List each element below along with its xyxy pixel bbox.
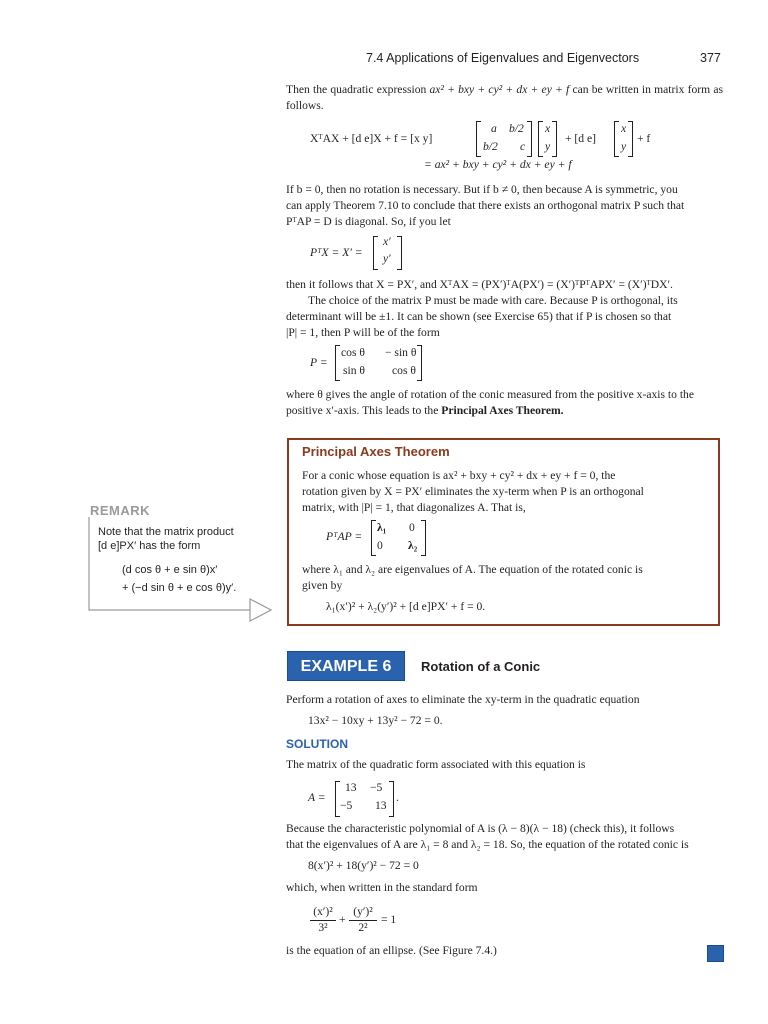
solution-a-right-bracket	[389, 781, 394, 817]
eq2-v2: y′	[383, 252, 391, 265]
fraction2-denominator: 2²	[358, 921, 368, 934]
fraction2-numerator: (y′)²	[353, 905, 373, 918]
eq1-plus-f: + f	[637, 132, 651, 145]
solution-label: SOLUTION	[286, 737, 348, 751]
solution-a22: 13	[375, 799, 387, 812]
fraction1-denominator: 3²	[318, 921, 328, 934]
solution-line5: is the equation of an ellipse. (See Figure 7.4.)	[286, 944, 497, 957]
theorem-d11: λ₁	[377, 521, 387, 534]
intro-text-a: Then the quadratic expression	[286, 83, 430, 96]
solution-paragraph-2	[286, 821, 723, 853]
eq3-lhs: P =	[310, 356, 328, 369]
theorem-final-eq: λ₁(x′)² + λ₂(y′)² + [d e]PX′ + f = 0.	[326, 600, 486, 613]
eq1-m-c: c	[520, 140, 526, 153]
paragraph-3	[286, 277, 723, 341]
p3-line1: then it follows that X = PX′, and XᵀAX = (PX′)ᵀA(PX′) = (X′)ᵀPᵀAPX′ = (X′)ᵀDX′.	[286, 278, 673, 291]
eq2-lhs: PᵀX = X′ =	[310, 246, 363, 259]
solution-a21: −5	[340, 799, 353, 812]
eq1-v2-y: y	[621, 140, 627, 153]
theorem-title: Principal Axes Theorem	[302, 444, 450, 459]
p3-line4: |P| = 1, then P will be of the form	[286, 326, 440, 339]
eq1-matrix-left-bracket	[476, 121, 481, 157]
theorem-d12: 0	[409, 521, 415, 534]
solution-a-lhs: A =	[308, 791, 326, 804]
eq2-right-bracket	[397, 236, 402, 270]
end-of-solution-square	[707, 945, 724, 962]
eq3-right-bracket	[417, 345, 422, 381]
fraction-equals-one: = 1	[381, 913, 397, 926]
eq3-a22: cos θ	[392, 364, 416, 377]
intro-expression: ax² + bxy + cy² + dx + ey + f	[429, 83, 570, 96]
solution-a11: 13	[345, 781, 357, 794]
theorem-eq-right-bracket	[421, 520, 426, 556]
remark-line3: (d cos θ + e sin θ)x′	[122, 564, 218, 576]
example-label: EXAMPLE 6	[287, 651, 405, 681]
remark-title: REMARK	[90, 503, 151, 518]
eq2-left-bracket	[373, 236, 378, 270]
eq2-v1: x′	[383, 235, 391, 248]
remark-bracket-arrow	[88, 517, 273, 622]
theorem-eq-lhs: PᵀAP =	[326, 530, 363, 543]
eq1-line2: = ax² + bxy + cy² + dx + ey + f	[424, 158, 572, 171]
example-equation: 13x² − 10xy + 13y² − 72 = 0.	[308, 714, 443, 727]
solution-line2: Because the characteristic polynomial of A is (λ − 8)(λ − 18) (check this), it follows	[286, 822, 675, 835]
eq3-a11: cos θ	[341, 346, 365, 359]
solution-a-period: .	[396, 791, 399, 804]
solution-rotated-eq: 8(x′)² + 18(y′)² − 72 = 0	[308, 859, 419, 872]
solution-line4: which, when written in the standard form	[286, 881, 478, 894]
solution-line3: that the eigenvalues of A are λ₁ = 8 and λ₂ = 18. So, the equation of the rotated conic is	[286, 838, 689, 851]
eq1-v-x: x	[545, 122, 551, 135]
eq1-m-b2b: b/2	[483, 140, 498, 153]
fraction1-numerator: (x′)²	[313, 905, 333, 918]
theorem-body	[302, 468, 706, 516]
eq1-v2-x: x	[621, 122, 627, 135]
remark-line2: [d e]PX′ has the form	[98, 540, 201, 552]
eq1-plus-de: + [d e]	[565, 132, 596, 145]
example-title: Rotation of a Conic	[421, 659, 541, 674]
paragraph-4	[286, 387, 723, 419]
theorem-line4: where λ₁ and λ₂ are eigenvalues of A. The equation of the rotated conic is	[302, 563, 643, 576]
p2-line3: PᵀAP = D is diagonal. So, if you let	[286, 215, 451, 228]
theorem-line1: For a conic whose equation is ax² + bxy + cy² + dx + ey + f = 0, the	[302, 469, 616, 482]
eq1-vec2-left-bracket	[614, 121, 619, 157]
remark-line4: + (−d sin θ + e cos θ)y′.	[122, 582, 237, 594]
theorem-line5: given by	[302, 579, 343, 592]
p3-line2: The choice of the matrix P must be made with care. Because P is orthogonal, its	[308, 294, 678, 307]
paragraph-2	[286, 182, 723, 230]
eq3-a12: − sin θ	[385, 346, 417, 359]
theorem-eq-left-bracket	[371, 520, 376, 556]
p4-line2a: positive x′-axis. This leads to the	[286, 404, 442, 417]
p4-line1: where θ gives the angle of rotation of the conic measured from the positive x-axis to the	[286, 388, 694, 401]
p3-line3: determinant will be ±1. It can be shown (see Exercise 65) that if P is chosen so that	[286, 310, 672, 323]
p4-theorem-ref: Principal Axes Theorem.	[441, 404, 564, 417]
intro-text-b: can be written in matrix form as follows.	[286, 83, 723, 112]
theorem-line3: matrix, with |P| = 1, that diagonalizes A. That is,	[302, 501, 526, 514]
eq1-vec2-right-bracket	[628, 121, 633, 157]
p2-line2: can apply Theorem 7.10 to conclude that there exists an orthogonal matrix P such that	[286, 199, 685, 212]
section-title: 7.4 Applications of Eigenvalues and Eigenvectors	[366, 51, 640, 65]
solution-a12: −5	[370, 781, 383, 794]
theorem-d21: 0	[377, 539, 383, 552]
page-number: 377	[700, 51, 721, 65]
eq3-left-bracket	[335, 345, 340, 381]
theorem-line2: rotation given by X = PX′ eliminates the xy-term when P is an orthogonal	[302, 485, 644, 498]
eq1-matrix-right-bracket	[527, 121, 532, 157]
eq3-a21: sin θ	[343, 364, 365, 377]
theorem-body-2	[302, 562, 706, 594]
solution-line1: The matrix of the quadratic form associated with this equation is	[286, 758, 586, 771]
eq1-vec-left-bracket	[538, 121, 543, 157]
p2-line1: If b = 0, then no rotation is necessary. But if b ≠ 0, then because A is symmetric, you	[286, 183, 678, 196]
fraction-plus: +	[339, 913, 346, 926]
eq1-m-a: a	[491, 122, 497, 135]
example-line1: Perform a rotation of axes to eliminate the xy-term in the quadratic equation	[286, 693, 640, 706]
remark-line1: Note that the matrix product	[98, 526, 234, 538]
intro-paragraph	[286, 82, 723, 114]
eq1-v-y: y	[545, 140, 551, 153]
eq1-m-b2: b/2	[509, 122, 524, 135]
eq1-vec-right-bracket	[552, 121, 557, 157]
eq1-lhs: XᵀAX + [d e]X + f = [x y]	[310, 132, 433, 145]
theorem-d22: λ₂	[408, 539, 418, 552]
